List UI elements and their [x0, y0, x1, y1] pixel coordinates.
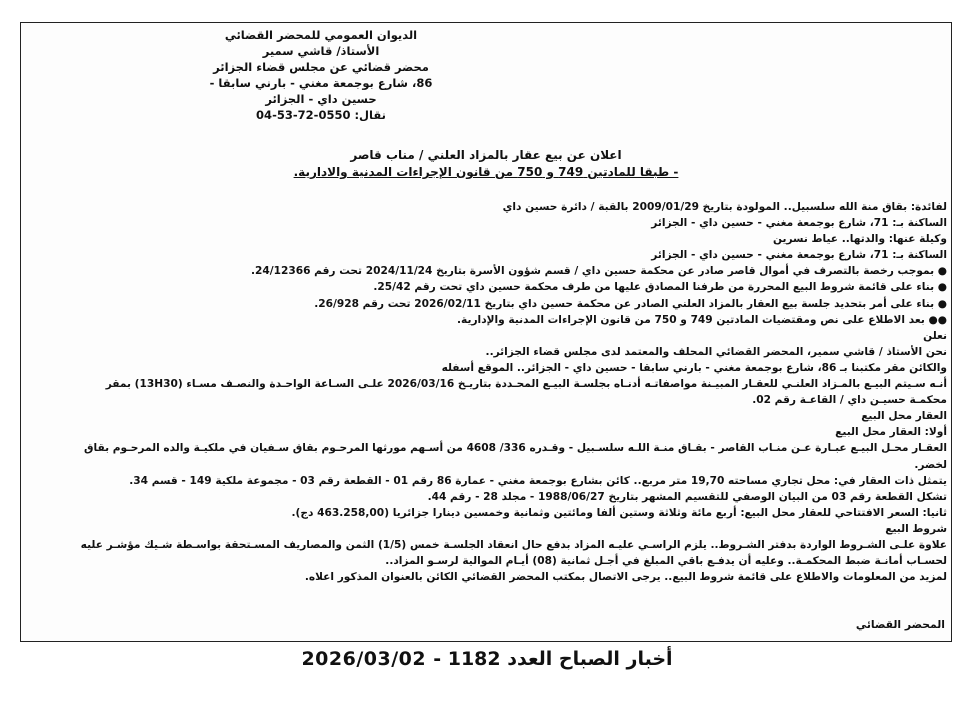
publication-date: 2026/03/02 — [301, 648, 427, 670]
publication-name: أخبار الصباح العدد 1182 - — [433, 648, 673, 670]
body-line: نحن الأستاذ / قاشي سمير، المحضر القضائي المحلف والمعتمد لدى مجلس قضاء الجزائر.. — [485, 345, 947, 358]
publication-footer — [0, 648, 974, 678]
body-line: تشكل القطعة رقم 03 من البيان الوصفي للتقسيم المشهر بتاريخ 1988/06/27 - مجلد 28 - رقم 44. — [427, 490, 947, 503]
body-line: العقار محل البيع — [861, 410, 947, 423]
body-line: ● بموجب رخصة بالتصرف في أموال قاصر صادر عن محكمة حسين داي / قسم شؤون الأسرة بتاريخ 2024/11/24 تحت رقم 24/12366. — [250, 265, 947, 278]
body-line: ثانيا: السعر الافتتاحي للعقار محل البيع: أربع مائة وثلاثة وستين ألفا ومائتين وثمانية وخمسين دينارا جزائريا (463.258,00 دج). — [291, 506, 947, 519]
bailiff-name: الأستاذ/ قاشي سمير — [262, 44, 380, 58]
body-line: ● بناء على قائمة شروط البيع المحررة من طرفنا المصادق عليها من طرف محكمة حسين داي تحت رقم 25/42. — [373, 281, 947, 294]
body-line: شروط البيع — [885, 522, 947, 535]
body-line: لحسـاب أمانـة ضبط المحكمـة.. وعليه أن يدفـع باقي المبلغ في أجـل ثمانية (08) أيـام الموالية لرسـو المزاد.. — [385, 555, 947, 568]
signature-label: المحضر القضائي — [855, 618, 945, 631]
body-line: لفائدة: بقاق منة الله سلسبيل.. المولودة بتاريخ 2009/01/29 بالقبة / دائرة حسين داي — [502, 201, 947, 213]
body-line: الساكنة بـ: 71، شارع بوجمعة مغني - حسين داي - الجزائر — [651, 249, 947, 262]
body-line: وكيلة عنها: والدتها.. عياط نسرين — [772, 233, 947, 246]
bailiff-role: محضر قضائي عن مجلس قضاء الجزائر — [213, 60, 429, 74]
announcement-body — [27, 199, 947, 585]
office-title: الديوان العمومي للمحضر القضائي — [224, 28, 418, 42]
body-line: ● بناء على أمر بتحديد جلسة بيع العقار بالمزاد العلني الصادر عن محكمة حسين داي بتاريخ 2026/02/11 تحت رقم 26/928. — [314, 297, 947, 310]
body-line: الساكنة بـ: 71، شارع بوجمعة مغني - حسين داي - الجزائر — [651, 217, 947, 230]
body-line: لخضر. — [914, 458, 947, 471]
body-line: نعلن — [923, 329, 947, 342]
address-line-1: 86، شارع بوجمعة مغني - بارني سابقا - — [209, 76, 433, 90]
body-line: والكائن مقر مكتبنا بـ 86، شارع بوجمعة مغني - بارني سابقا - حسين داي - الجزائر.. الموقع أسفله — [441, 361, 947, 374]
body-line: أنـه سـيتم البيـع بالمـزاد العلنـي للعقـار المبيـنة مواصفاتـه أدنـاه بجلسـة البيـع المحـددة بتاريـخ 2026/03/16 علـى السـاعة الواحـدة والنصـف مسـاء (13H30) بمقر — [105, 378, 947, 391]
address-line-2: حسين داي - الجزائر — [265, 92, 377, 106]
announcement-title: اعلان عن بيع عقار بالمزاد العلني / مناب قاصر — [350, 148, 622, 162]
announcement-subtitle: - طبقا للمادتين 749 و 750 من قانون الإجراءات المدنية والادارية. — [293, 165, 679, 179]
body-line: لمزيد من المعلومات والاطلاع على قائمة شروط البيع.. يرجى الاتصال بمكتب المحضر القضائي الكائن بالعنوان المذكور اعلاه. — [304, 571, 947, 584]
announcement-title-block — [21, 147, 951, 181]
body-line: علاوة علـى الشـروط الواردة بدفتر الشـروط.. يلزم الراسـي عليـه المزاد بدفع حال انعقاد الجلسـة خمس (1/5) الثمن والمصاريف المسـتحقة بواسـطة شـيك مؤشـر عليه — [80, 538, 947, 551]
body-line: يتمثل ذات العقار في: محل تجاري مساحته 19,70 متر مربع.. كائن بشارع بوجمعة مغني - عمارة 86 رقم 01 - القطعة رقم 03 - مجموعة ملكية 149 - قسم 34. — [129, 474, 947, 487]
body-line: ●● بعد الاطلاع على نص ومقتضيات المادتين 749 و 750 من قانون الإجراءات المدنية والإدارية. — [457, 313, 947, 326]
body-line: أولا: العقار محل البيع — [835, 426, 947, 439]
announcement-frame — [20, 22, 952, 642]
body-line: محكمـة حسيـن داي / القاعـة رقم 02. — [752, 394, 947, 407]
body-line: العقـار محـل البيـع عبـارة عـن منـاب القاصر - بقـاق منـة اللـه سلسـبيل - وقـدره 336/ 4608 من أسـهم مورثها المرحـوم بقاق سـفيان في ملكيـة والده المرحـوم بقاق — [84, 442, 947, 455]
phone-number: نقال: 0550-72-53-04 — [256, 108, 386, 122]
bailiff-header — [21, 27, 951, 123]
